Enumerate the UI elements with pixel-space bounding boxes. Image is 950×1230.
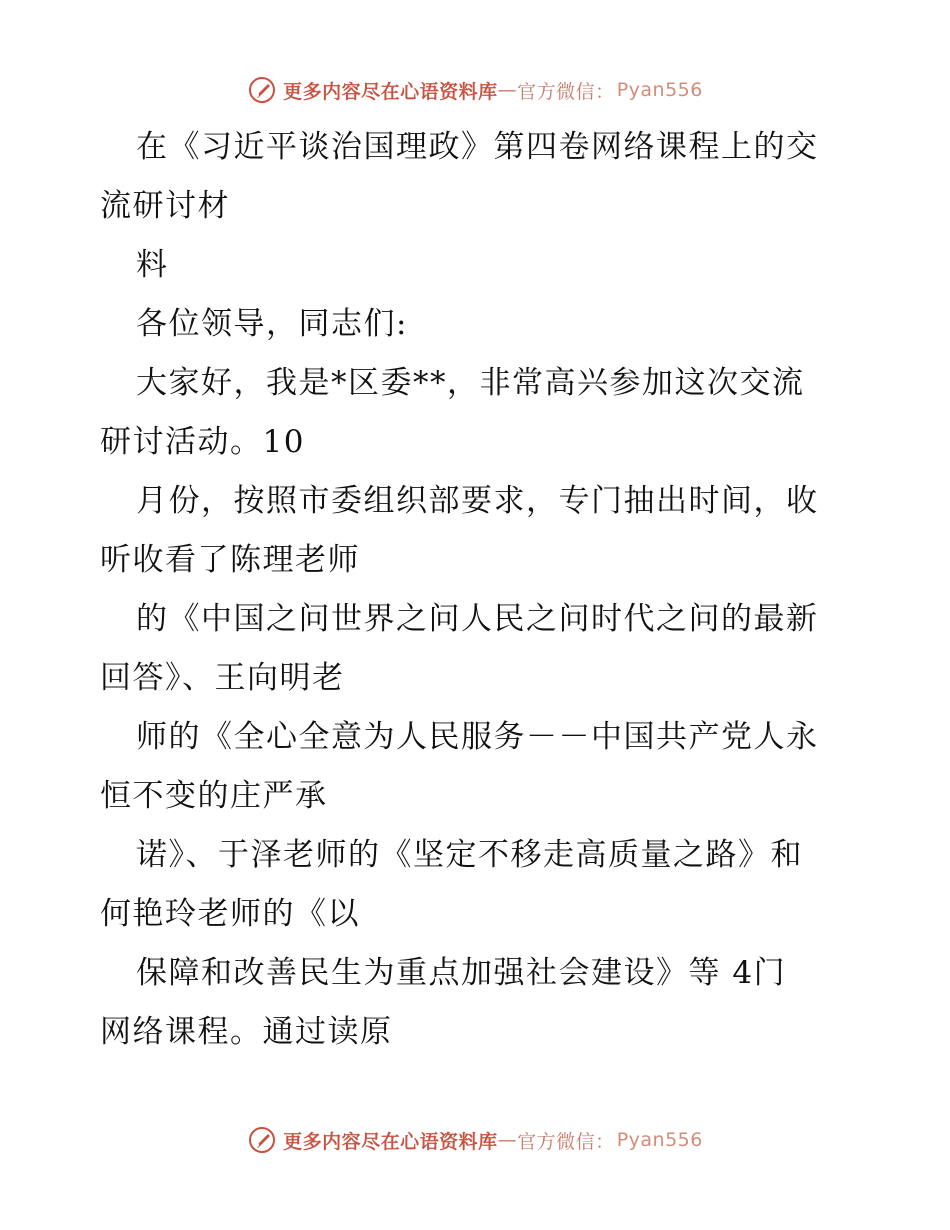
text-line: 网络课程。通过读原: [100, 1014, 393, 1050]
text-line: 诺》、于泽老师的《坚定不移走高质量之路》和: [136, 837, 803, 873]
text-line: 研讨活动。10: [100, 424, 305, 460]
text-line: 保障和改善民生为重点加强社会建设》等 4门: [136, 955, 787, 991]
text-line: 师的《全心全意为人民服务－－中国共产党人永: [136, 719, 819, 755]
footer-watermark: [0, 1120, 950, 1160]
watermark-main-text: 更多内容尽在心语资料库: [283, 1130, 498, 1153]
text-line: 月份，按照市委组织部要求，专门抽出时间，收: [136, 483, 819, 519]
document-body: [100, 118, 860, 1062]
text-line: 在《习近平谈治国理政》第四卷网络课程上的交: [136, 129, 819, 165]
watermark-dash: —: [497, 1129, 518, 1151]
text-line: 回答》、王向明老: [100, 660, 345, 696]
text-line: 听收看了陈理老师: [100, 542, 360, 578]
watermark-sub-text: 官方微信：: [517, 80, 615, 103]
quill-logo-icon: [247, 75, 277, 105]
watermark-dash: —: [497, 79, 518, 101]
text-line: 的《中国之问世界之问人民之问时代之问的最新: [136, 601, 819, 637]
header-watermark: [0, 70, 950, 110]
text-line: 大家好，我是*区委**，非常高兴参加这次交流: [136, 365, 805, 401]
watermark-id-text: Pyan556: [616, 79, 703, 101]
watermark-sub-text: 官方微信：: [517, 1130, 615, 1153]
text-line: 恒不变的庄严承: [100, 778, 328, 814]
text-line: 料: [136, 247, 169, 283]
text-line: 何艳玲老师的《以: [100, 896, 360, 932]
watermark-id-text: Pyan556: [616, 1129, 703, 1151]
watermark-main-text: 更多内容尽在心语资料库: [283, 80, 498, 103]
quill-logo-icon: [247, 1125, 277, 1155]
text-line: 流研讨材: [100, 188, 230, 224]
text-line: 各位领导，同志们:: [136, 306, 408, 342]
